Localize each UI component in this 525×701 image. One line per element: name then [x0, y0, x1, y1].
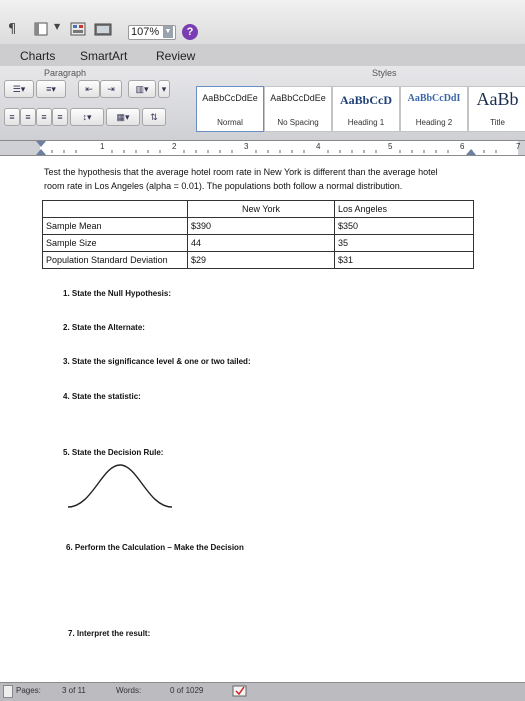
- media-browser-icon[interactable]: [94, 22, 112, 36]
- question-6: 6. Perform the Calculation – Make the Decision: [66, 543, 244, 552]
- ribbon-panel: [0, 66, 525, 141]
- words-label: Words:: [116, 686, 142, 695]
- align-center-button[interactable]: ≡: [20, 108, 36, 126]
- style-no-spacing[interactable]: AaBbCcDdEe No Spacing: [264, 86, 332, 132]
- ruler-number: 6: [460, 142, 465, 151]
- styles-group-label: Styles: [372, 68, 397, 78]
- table-row: [43, 252, 474, 269]
- increase-indent-button[interactable]: ⇥: [100, 80, 122, 98]
- document-page[interactable]: [0, 156, 525, 682]
- sidebar-toggle-icon[interactable]: [34, 22, 48, 36]
- table-cell: $29: [188, 252, 335, 269]
- justify-button[interactable]: ≡: [52, 108, 68, 126]
- table-header-row: [43, 201, 474, 218]
- ruler-number: 2: [172, 142, 177, 151]
- question-1: 1. State the Null Hypothesis:: [63, 289, 172, 298]
- ruler-number: 3: [244, 142, 249, 151]
- ruler-number: 1: [100, 142, 105, 151]
- question-4: 4. State the statistic:: [63, 392, 141, 401]
- problem-statement-line-2: room rate in Los Angeles (alpha = 0.01). The populations both follow a normal distribution.: [44, 181, 403, 191]
- table-row: [43, 218, 474, 235]
- table-cell: Sample Mean: [43, 218, 188, 235]
- ruler-number: 5: [388, 142, 393, 151]
- table-cell: Sample Size: [43, 235, 188, 252]
- decrease-indent-button[interactable]: ⇤: [78, 80, 100, 98]
- proofing-icon[interactable]: [232, 684, 248, 700]
- top-toolbar: [0, 0, 525, 44]
- question-2: 2. State the Alternate:: [63, 323, 145, 332]
- question-3: 3. State the significance level & one or two tailed:: [63, 357, 251, 366]
- shading-button[interactable]: ▦▾: [106, 108, 140, 126]
- style-title[interactable]: AaBb Title: [468, 86, 525, 132]
- data-table: [42, 200, 474, 269]
- sort-button[interactable]: ⇅: [142, 108, 166, 126]
- table-cell: $31: [335, 252, 474, 269]
- table-cell: [43, 201, 188, 218]
- chevron-down-icon[interactable]: ▼: [54, 22, 61, 31]
- align-right-button[interactable]: ≡: [36, 108, 52, 126]
- problem-statement-line-1: Test the hypothesis that the average hotel room rate in New York is different than the average hotel: [44, 167, 438, 177]
- table-header: Los Angeles: [335, 201, 474, 218]
- horizontal-ruler[interactable]: [0, 141, 525, 156]
- question-7: 7. Interpret the result:: [68, 629, 151, 638]
- table-cell: $390: [188, 218, 335, 235]
- tab-review[interactable]: Review: [156, 49, 196, 63]
- gallery-icon[interactable]: [70, 22, 86, 36]
- tab-charts[interactable]: Charts: [20, 49, 56, 63]
- columns-button[interactable]: ▥▾: [128, 80, 156, 98]
- ribbon-tabs: [0, 44, 525, 67]
- table-cell: 35: [335, 235, 474, 252]
- table-cell: Population Standard Deviation: [43, 252, 188, 269]
- help-icon[interactable]: ?: [182, 24, 198, 40]
- table-cell: 44: [188, 235, 335, 252]
- question-5: 5. State the Decision Rule:: [63, 448, 164, 457]
- pilcrow-icon[interactable]: ¶: [8, 22, 17, 37]
- tab-smartart[interactable]: SmartArt: [80, 49, 128, 63]
- status-bar: [0, 682, 525, 701]
- bullets-button[interactable]: ☰▾: [4, 80, 34, 98]
- pages-count[interactable]: 3 of 11: [62, 686, 86, 695]
- ruler-number: 7: [516, 142, 521, 151]
- zoom-dropdown-arrow[interactable]: ▼: [163, 26, 173, 38]
- style-heading-1[interactable]: AaBbCcD Heading 1: [332, 86, 400, 132]
- line-spacing-button[interactable]: ↕▾: [70, 108, 104, 126]
- ruler-number: 4: [316, 142, 321, 151]
- align-left-button[interactable]: ≡: [4, 108, 20, 126]
- table-cell: $350: [335, 218, 474, 235]
- style-heading-2[interactable]: AaBbCcDdI Heading 2: [400, 86, 468, 132]
- table-header: New York: [188, 201, 335, 218]
- zoom-select[interactable]: 107%: [128, 25, 176, 40]
- numbering-button[interactable]: ≡▾: [36, 80, 66, 98]
- paragraph-group-label: Paragraph: [44, 68, 87, 78]
- pages-label: Pages:: [16, 686, 41, 695]
- bell-curve-drawing: [64, 461, 174, 511]
- table-row: [43, 235, 474, 252]
- words-count[interactable]: 0 of 1029: [170, 686, 204, 695]
- paragraph-chevron-icon[interactable]: ▾: [158, 80, 170, 98]
- page-view-icon[interactable]: [3, 685, 13, 698]
- style-normal[interactable]: AaBbCcDdEe Normal: [196, 86, 264, 132]
- ruler-ticks: [0, 141, 525, 155]
